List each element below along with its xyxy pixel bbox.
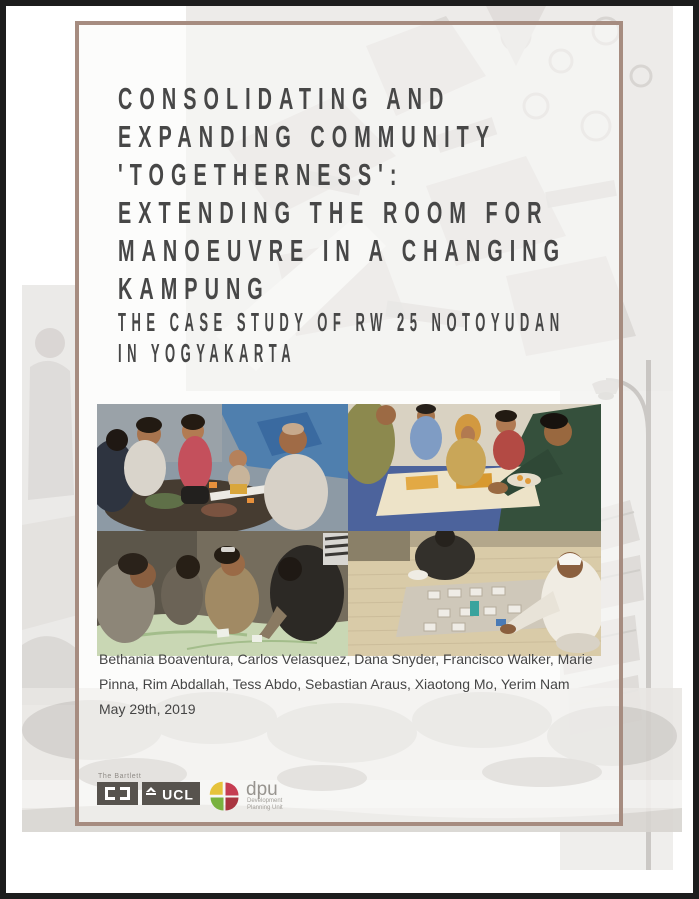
title-line: EXPANDING COMMUNITY (118, 119, 497, 154)
ucl-logo-text: UCL (162, 786, 194, 803)
subtitle-line: IN YOGYAKARTA (118, 338, 297, 368)
dpu-subtitle-line: Planning Unit (247, 805, 283, 811)
dpu-logo (209, 781, 283, 813)
cover-photo-grid (97, 404, 601, 656)
report-subtitle (118, 307, 699, 369)
photo-map-workshop-blue-mat (348, 404, 601, 531)
bartlett-label: The Bartlett (98, 773, 142, 780)
ucl-logo-icon (97, 782, 200, 805)
title-line: EXTENDING THE ROOM FOR (118, 195, 549, 230)
title-line: 'TOGETHERNESS': (118, 157, 404, 192)
dpu-logo-text (246, 781, 283, 812)
publication-date: May 29th, 2019 (99, 701, 196, 717)
dpu-name: dpu (246, 779, 278, 800)
logo-row (97, 773, 283, 813)
bartlett-ucl-logo (97, 773, 200, 805)
credits-block (99, 647, 593, 722)
subtitle-line: THE CASE STUDY OF RW 25 NOTOYUDAN (118, 307, 565, 337)
photo-women-over-green-map (97, 531, 348, 656)
authors-line: Pinna, Rim Abdallah, Tess Abdo, Sebastian Araus, Xiaotong Mo, Yerim Nam (99, 676, 570, 692)
photo-cardboard-model-woven-mat (348, 531, 601, 656)
dpu-pie-icon (209, 781, 241, 813)
cover-content-box (75, 21, 623, 826)
title-line: KAMPUNG (118, 271, 270, 306)
report-title (118, 80, 699, 308)
faded-background-figure (22, 285, 78, 705)
title-line: MANOEUVRE IN A CHANGING (118, 233, 567, 268)
photo-community-mapping-floor (97, 404, 348, 531)
dpu-subtitle-line: Development (247, 798, 283, 804)
title-line: CONSOLIDATING AND (118, 81, 451, 116)
authors-line: Bethania Boaventura, Carlos Velasquez, Dana Snyder, Francisco Walker, Marie (99, 651, 593, 667)
